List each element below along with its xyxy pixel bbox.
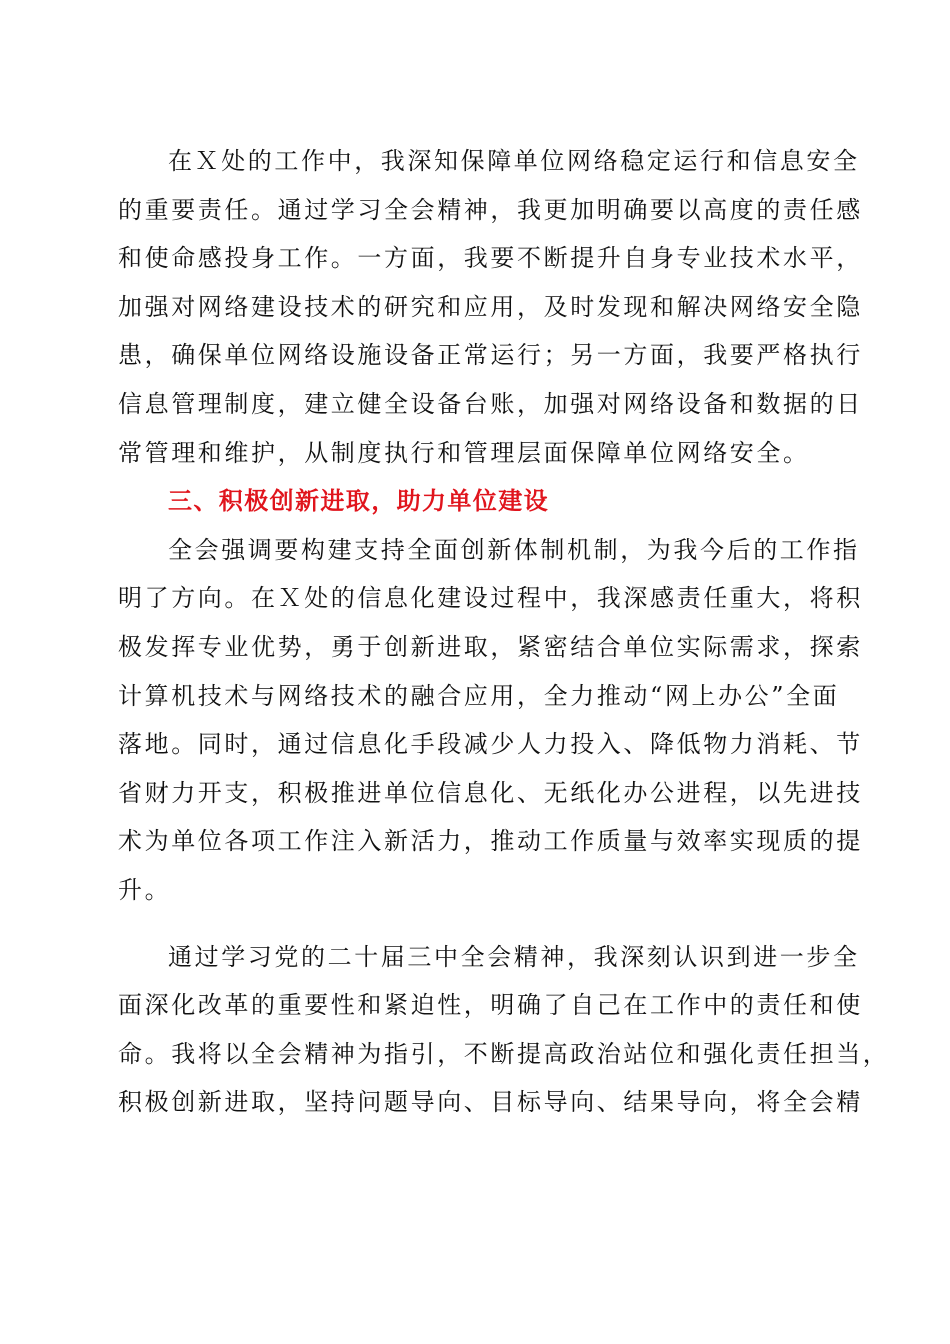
document-body [118, 137, 890, 1127]
paragraph-network-security [118, 137, 863, 477]
text-line: 患，确保单位网络设施设备正常运行；另一方面，我要严格执行 [118, 341, 863, 370]
text-line: 计算机技术与网络技术的融合应用，全力推动“网上办公”全面 [118, 681, 840, 710]
text-line: 明了方向。在Ｘ处的信息化建设过程中，我深感责任重大，将积 [118, 584, 863, 613]
section-heading: 三、积极创新进取，助力单位建设 [168, 487, 549, 516]
text-line: 在Ｘ处的工作中，我深知保障单位网络稳定运行和信息安全 [168, 147, 860, 175]
text-line: 面深化改革的重要性和紧迫性，明确了自己在工作中的责任和使 [118, 991, 863, 1020]
paragraph-innovation [118, 526, 863, 915]
text-line: 加强对网络建设技术的研究和应用，及时发现和解决网络安全隐 [118, 292, 863, 321]
text-line: 省财力开支，积极推进单位信息化、无纸化办公进程，以先进技 [118, 778, 863, 807]
text-line: 极发挥专业优势，勇于创新进取，紧密结合单位实际需求，探索 [118, 632, 863, 661]
text-line: 术为单位各项工作注入新活力，推动工作质量与效率实现质的提 [118, 827, 863, 856]
paragraph-conclusion [118, 933, 890, 1127]
text-line: 升。 [118, 875, 172, 904]
text-line: 信息管理制度，建立健全设备台账，加强对网络设备和数据的日 [118, 389, 863, 418]
text-line: 常管理和维护，从制度执行和管理层面保障单位网络安全。 [118, 438, 810, 467]
text-line: 命。我将以全会精神为指引，不断提高政治站位和强化责任担当， [118, 1039, 890, 1068]
text-line: 积极创新进取，坚持问题导向、目标导向、结果导向，将全会精 [118, 1088, 863, 1117]
text-line: 和使命感投身工作。一方面，我要不断提升自身专业技术水平， [118, 244, 863, 273]
text-line: 落地。同时，通过信息化手段减少人力投入、降低物力消耗、节 [118, 730, 863, 759]
text-line: 通过学习党的二十届三中全会精神，我深刻认识到进一步全 [168, 942, 860, 971]
text-line: 的重要责任。通过学习全会精神，我更加明确要以高度的责任感 [118, 195, 863, 224]
text-line: 全会强调要构建支持全面创新体制机制，为我今后的工作指 [168, 535, 860, 564]
paragraph-spacer [118, 915, 830, 933]
